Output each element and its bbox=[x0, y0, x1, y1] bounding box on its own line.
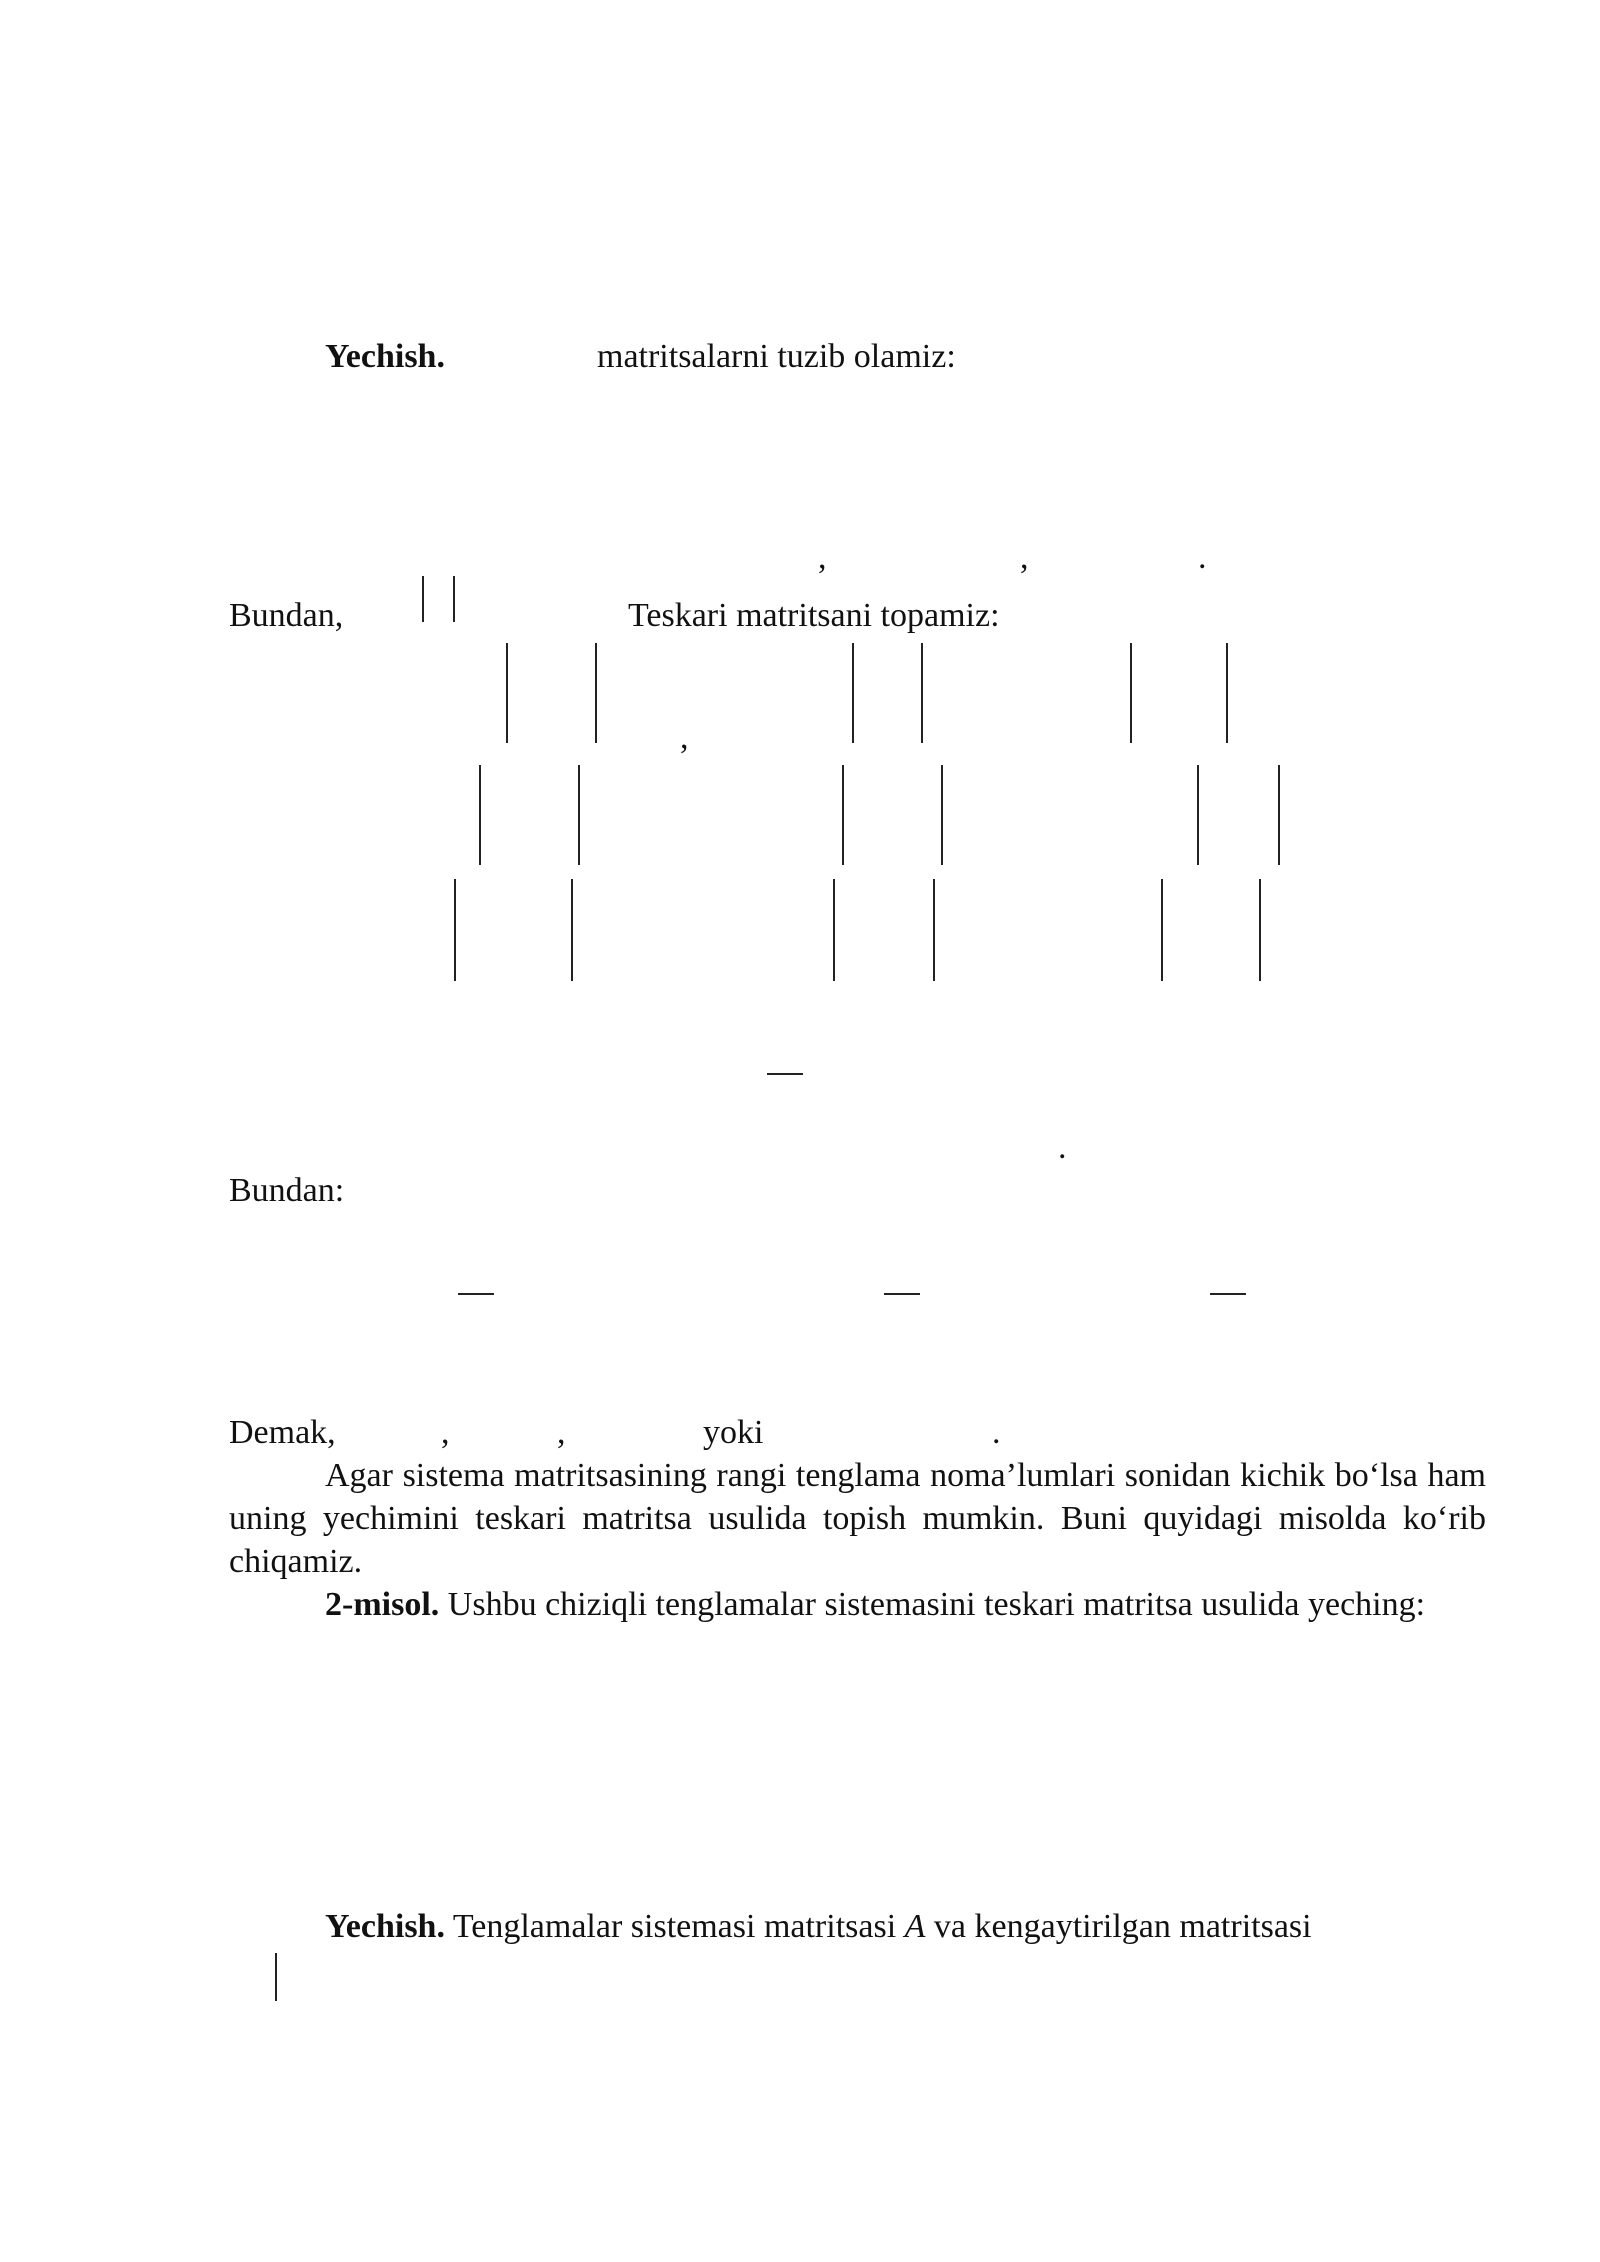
fraction-bar bbox=[767, 1073, 803, 1075]
cofactor-bar bbox=[1259, 879, 1261, 981]
period-1: . bbox=[1198, 539, 1207, 576]
cofactor-bar bbox=[1226, 643, 1228, 743]
cofactor-bar bbox=[933, 879, 935, 981]
matrix-bar bbox=[275, 1953, 277, 2001]
period-2: . bbox=[1058, 1129, 1067, 1166]
matrix-variable: A bbox=[904, 1908, 926, 1945]
solution-intro-text: matritsalarni tuzib olamiz: bbox=[597, 338, 956, 375]
determinant-bar-right bbox=[453, 576, 455, 622]
comma-4: , bbox=[441, 1414, 450, 1451]
cofactor-bar bbox=[578, 765, 580, 865]
comma-1: , bbox=[818, 539, 827, 576]
cofactor-bar bbox=[595, 643, 597, 743]
solution-paragraph-2 bbox=[229, 1905, 1486, 1948]
cofactor-bar bbox=[1130, 643, 1132, 743]
paragraph-rank-text: Agar sistema matritsasining rangi tenglama noma’lumlari sonidan kichik bo‘lsa ham uning yechimini teskari matritsa usulida topish mumkin. Buni quyidagi misolda ko‘rib chiqamiz. bbox=[229, 1457, 1486, 1580]
cofactor-bar bbox=[852, 643, 854, 743]
inverse-intro-text: Teskari matritsani topamiz: bbox=[628, 597, 1000, 634]
demak-prefix: Demak, bbox=[229, 1414, 336, 1451]
example-2-text: Ushbu chiziqli tenglamalar sistemasini teskari matritsa usulida yeching: bbox=[447, 1586, 1426, 1623]
cofactor-bar bbox=[454, 879, 456, 981]
solution-label-2: Yechish. bbox=[325, 1908, 445, 1945]
fraction-bar bbox=[1210, 1293, 1246, 1295]
period-3: . bbox=[992, 1414, 1001, 1451]
cofactor-bar bbox=[1161, 879, 1163, 981]
cofactor-bar bbox=[921, 643, 923, 743]
solution-text-2: Tenglamalar sistemasi matritsasi bbox=[452, 1908, 897, 1945]
cofactor-bar bbox=[842, 765, 844, 865]
cofactor-bar bbox=[833, 879, 835, 981]
cofactor-bar bbox=[1197, 765, 1199, 865]
cofactor-bar bbox=[571, 879, 573, 981]
cofactor-bar bbox=[1278, 765, 1280, 865]
cofactor-bar bbox=[506, 643, 508, 743]
yoki-word: yoki bbox=[703, 1414, 764, 1451]
bundan-prefix-2: Bundan: bbox=[229, 1172, 345, 1209]
fraction-bar bbox=[458, 1293, 494, 1295]
fraction-bar bbox=[884, 1293, 920, 1295]
solution-label-1: Yechish. bbox=[325, 338, 445, 375]
determinant-bar-left bbox=[422, 576, 424, 622]
bundan-prefix-1: Bundan, bbox=[229, 597, 344, 634]
cofactor-bar bbox=[941, 765, 943, 865]
cofactor-bar bbox=[479, 765, 481, 865]
comma-3: , bbox=[680, 719, 689, 756]
paragraph-rank-note bbox=[229, 1454, 1486, 1583]
solution-text-2b: va kengaytirilgan matritsasi bbox=[933, 1908, 1312, 1945]
example-2-label: 2-misol. bbox=[325, 1586, 440, 1623]
example-2-paragraph bbox=[229, 1583, 1486, 1626]
comma-2: , bbox=[1020, 539, 1029, 576]
comma-5: , bbox=[557, 1414, 566, 1451]
